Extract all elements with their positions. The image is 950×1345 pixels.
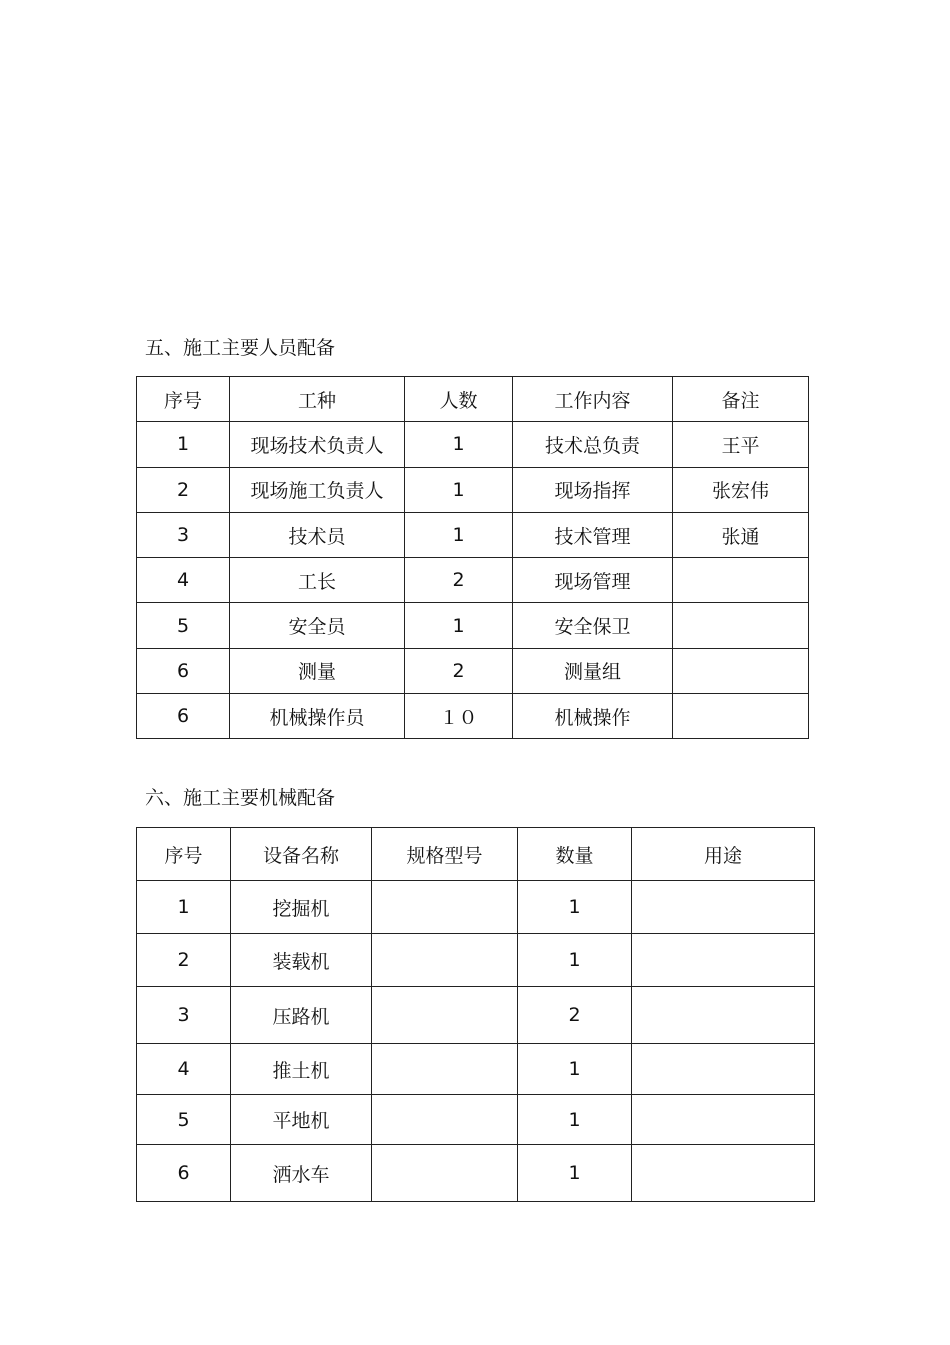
table-header-row	[137, 377, 809, 422]
personnel-section-title: 五、施工主要人员配备	[145, 337, 336, 359]
table-cell: 挖掘机	[231, 881, 372, 934]
header-cell-job-type: 工种	[230, 377, 405, 422]
table-cell: 现场施工负责人	[230, 467, 405, 512]
table-cell	[372, 1145, 518, 1202]
table-cell: 技术管理	[513, 512, 673, 557]
table-cell	[372, 1044, 518, 1095]
table-cell	[632, 1095, 815, 1145]
table-cell	[673, 603, 809, 648]
table-cell: 2	[405, 558, 513, 603]
table-cell: 6	[137, 1145, 231, 1202]
table-row	[137, 1145, 815, 1202]
table-cell: 1	[518, 881, 632, 934]
table-cell: 6	[137, 648, 230, 693]
header-cell-model: 规格型号	[372, 828, 518, 881]
table-cell: 现场指挥	[513, 467, 673, 512]
table-cell	[632, 987, 815, 1044]
table-cell: 测量	[230, 648, 405, 693]
table-row	[137, 467, 809, 512]
table-cell: 2	[137, 467, 230, 512]
table-cell: 6	[137, 694, 230, 739]
table-cell: 测量组	[513, 648, 673, 693]
table-cell	[372, 987, 518, 1044]
table-cell: 机械操作	[513, 694, 673, 739]
table-row	[137, 512, 809, 557]
table-cell: 1	[405, 603, 513, 648]
table-cell: 平地机	[231, 1095, 372, 1145]
table-cell: 洒水车	[231, 1145, 372, 1202]
header-cell-headcount: 人数	[405, 377, 513, 422]
table-cell	[673, 558, 809, 603]
table-cell: 1	[137, 881, 231, 934]
table-cell: 2	[137, 934, 231, 987]
table-cell: 4	[137, 558, 230, 603]
table-cell: 张通	[673, 512, 809, 557]
machinery-table	[136, 827, 815, 1202]
table-row	[137, 603, 809, 648]
table-cell: 1	[137, 422, 230, 467]
table-cell	[632, 934, 815, 987]
table-cell: 4	[137, 1044, 231, 1095]
header-cell-purpose: 用途	[632, 828, 815, 881]
machinery-section-title: 六、施工主要机械配备	[145, 787, 336, 809]
table-cell	[632, 1044, 815, 1095]
table-cell: 3	[137, 987, 231, 1044]
personnel-table	[136, 376, 809, 739]
table-cell: 5	[137, 1095, 231, 1145]
table-cell: 1	[518, 1044, 632, 1095]
table-cell: 1	[405, 422, 513, 467]
table-cell: 技术员	[230, 512, 405, 557]
header-cell-index: 序号	[137, 828, 231, 881]
table-cell: 现场技术负责人	[230, 422, 405, 467]
table-cell: 1	[518, 1145, 632, 1202]
table-cell: 王平	[673, 422, 809, 467]
table-cell: 工长	[230, 558, 405, 603]
header-cell-duty: 工作内容	[513, 377, 673, 422]
table-cell: 1	[518, 934, 632, 987]
table-cell: 1	[518, 1095, 632, 1145]
table-cell: 安全保卫	[513, 603, 673, 648]
table-cell: 现场管理	[513, 558, 673, 603]
table-cell	[372, 934, 518, 987]
table-row	[137, 881, 815, 934]
table-row	[137, 1095, 815, 1145]
table-row	[137, 648, 809, 693]
header-cell-remarks: 备注	[673, 377, 809, 422]
header-cell-quantity: 数量	[518, 828, 632, 881]
table-row	[137, 1044, 815, 1095]
table-row	[137, 558, 809, 603]
table-cell: 3	[137, 512, 230, 557]
table-cell	[632, 881, 815, 934]
table-cell: 1	[405, 512, 513, 557]
table-cell: 机械操作员	[230, 694, 405, 739]
table-cell	[673, 694, 809, 739]
table-cell: 装载机	[231, 934, 372, 987]
table-cell: 安全员	[230, 603, 405, 648]
table-cell: 1	[405, 467, 513, 512]
table-row	[137, 694, 809, 739]
table-cell: 推土机	[231, 1044, 372, 1095]
table-header-row	[137, 828, 815, 881]
table-cell	[632, 1145, 815, 1202]
table-row	[137, 422, 809, 467]
table-cell: 2	[518, 987, 632, 1044]
header-cell-equipment-name: 设备名称	[231, 828, 372, 881]
table-cell	[372, 881, 518, 934]
table-cell: 2	[405, 648, 513, 693]
table-cell: １０	[405, 694, 513, 739]
table-cell: 5	[137, 603, 230, 648]
table-cell: 压路机	[231, 987, 372, 1044]
table-cell	[673, 648, 809, 693]
table-row	[137, 934, 815, 987]
table-cell: 张宏伟	[673, 467, 809, 512]
table-cell	[372, 1095, 518, 1145]
table-cell: 技术总负责	[513, 422, 673, 467]
table-row	[137, 987, 815, 1044]
header-cell-index: 序号	[137, 377, 230, 422]
